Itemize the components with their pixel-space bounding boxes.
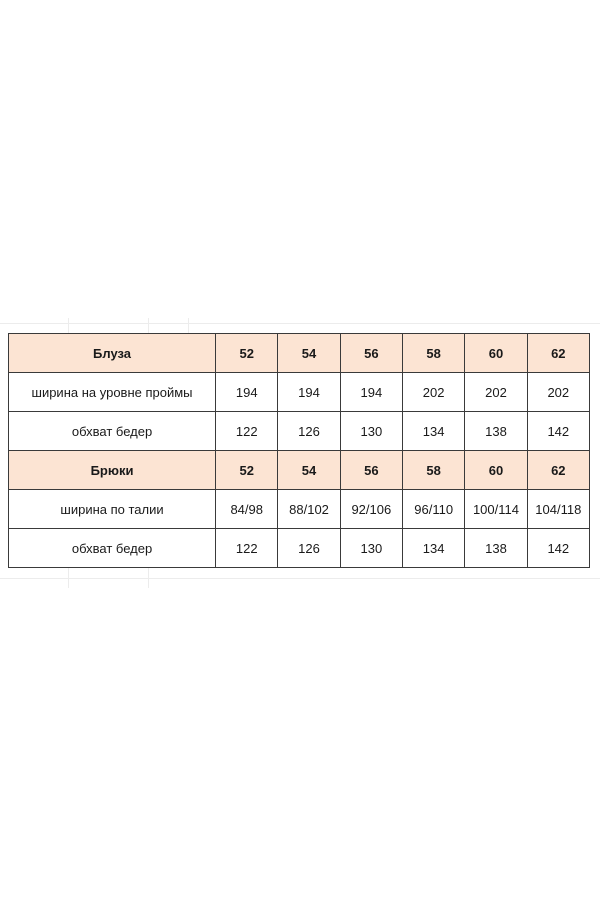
size-header: 54 [278,334,340,373]
measurement-value: 202 [527,373,589,412]
size-header: 62 [527,334,589,373]
measurement-value: 134 [403,529,465,568]
measurement-value: 100/114 [465,490,527,529]
sheet-gridline [0,323,600,324]
size-header: 56 [340,451,402,490]
measurement-value: 194 [216,373,278,412]
measurement-value: 122 [216,412,278,451]
measurement-value: 130 [340,529,402,568]
measurement-value: 138 [465,529,527,568]
measurement-value: 130 [340,412,402,451]
measurement-label: ширина на уровне проймы [9,373,216,412]
measurement-value: 88/102 [278,490,340,529]
sheet-gridline [148,318,149,333]
size-chart-table [8,333,590,568]
size-header: 62 [527,451,589,490]
size-header: 52 [216,451,278,490]
measurement-row [9,373,590,412]
measurement-value: 126 [278,529,340,568]
measurement-label: обхват бедер [9,412,216,451]
size-header: 60 [465,334,527,373]
measurement-label: обхват бедер [9,529,216,568]
measurement-value: 104/118 [527,490,589,529]
sheet-gridline [68,568,69,588]
size-header: 54 [278,451,340,490]
section-header-row [9,334,590,373]
section-header-row [9,451,590,490]
measurement-row [9,529,590,568]
measurement-label: ширина по талии [9,490,216,529]
measurement-value: 96/110 [403,490,465,529]
size-header: 56 [340,334,402,373]
sheet-gridline [188,318,189,333]
measurement-value: 142 [527,412,589,451]
size-header: 58 [403,334,465,373]
measurement-row [9,412,590,451]
size-header: 60 [465,451,527,490]
measurement-value: 122 [216,529,278,568]
size-header: 58 [403,451,465,490]
measurement-value: 84/98 [216,490,278,529]
measurement-value: 142 [527,529,589,568]
size-header: 52 [216,334,278,373]
measurement-value: 202 [465,373,527,412]
sheet-gridline [68,318,69,333]
measurement-value: 92/106 [340,490,402,529]
section-title: Блуза [9,334,216,373]
measurement-value: 134 [403,412,465,451]
measurement-value: 194 [340,373,402,412]
section-title: Брюки [9,451,216,490]
measurement-value: 126 [278,412,340,451]
sheet-gridline [148,568,149,588]
measurement-row [9,490,590,529]
measurement-value: 194 [278,373,340,412]
measurement-value: 202 [403,373,465,412]
measurement-value: 138 [465,412,527,451]
sheet-gridline [0,578,600,579]
